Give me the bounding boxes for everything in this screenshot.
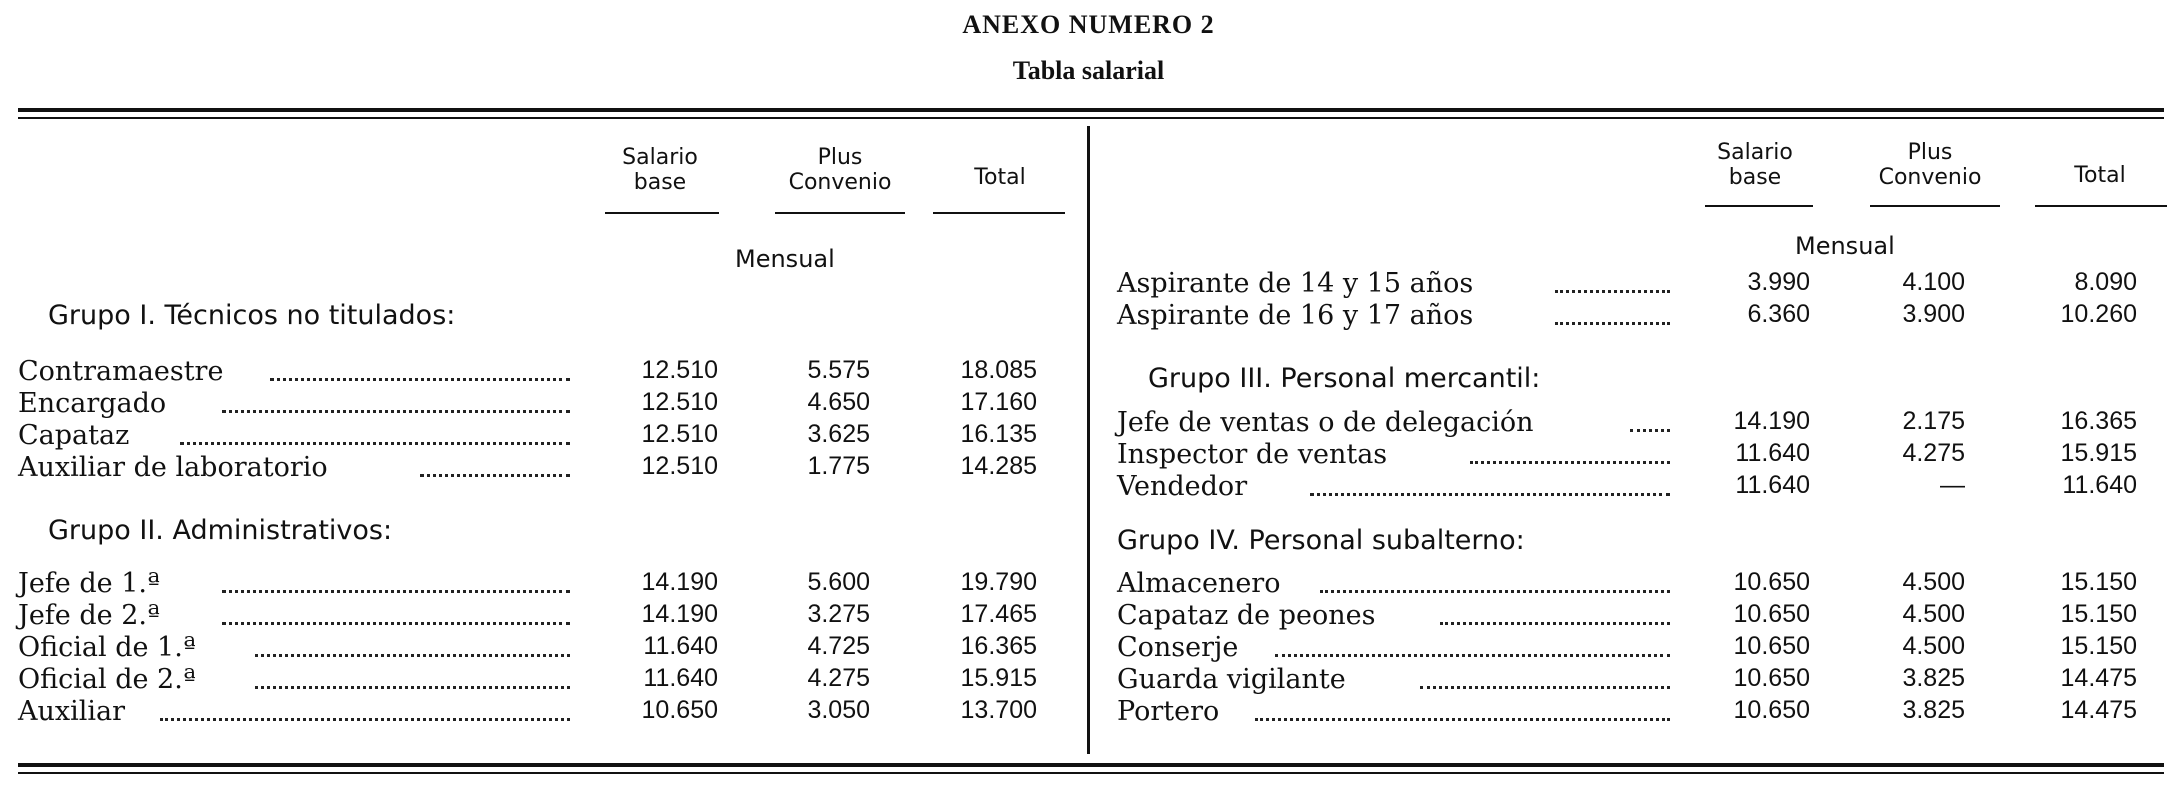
cell-plus: 4.100 [1902,268,1965,296]
left-group-1-title: Grupo I. Técnicos no titulados: [48,300,456,331]
row-label: Auxiliar [18,696,126,727]
cell-total: 15.915 [2060,439,2137,467]
header-text: Convenio [788,170,892,195]
cell-base: 12.510 [641,356,718,384]
cell-base: 10.650 [1733,568,1810,596]
cell-base: 10.650 [1733,632,1810,660]
right-header-underline-plus [1870,205,2000,207]
cell-plus: 4.500 [1902,600,1965,628]
leader-dots [1555,322,1670,325]
leader-dots [270,378,570,381]
right-header-underline-total [2035,205,2167,207]
row-label: Capataz [18,420,130,451]
row-label: Inspector de ventas [1117,439,1388,470]
cell-plus: 3.275 [807,600,870,628]
leader-dots [255,686,570,689]
cell-plus: 3.625 [807,420,870,448]
cell-plus: 4.275 [1902,439,1965,467]
cell-base: 14.190 [1733,407,1810,435]
cell-plus: — [1940,471,1965,499]
cell-total: 17.160 [960,388,1037,416]
leader-dots [1275,654,1670,657]
right-group-4-title: Grupo IV. Personal subalterno: [1117,525,1525,556]
bottom-rule-thick [18,763,2164,767]
left-group-2-title: Grupo II. Administrativos: [48,515,393,546]
cell-total: 14.285 [960,452,1037,480]
bottom-rule-thin [18,772,2164,774]
cell-base: 11.640 [1735,439,1810,467]
cell-plus: 5.600 [807,568,870,596]
row-label: Oficial de 2.ª [18,664,196,695]
row-label: Jefe de 2.ª [18,600,160,631]
right-period-label: Mensual [1795,232,1895,260]
cell-base: 11.640 [1735,471,1810,499]
top-rule-thin [18,117,2164,119]
leader-dots [255,654,570,657]
header-text: Total [2074,163,2126,188]
row-label: Encargado [18,388,167,419]
row-label: Vendedor [1117,471,1248,502]
left-header-plus-convenio [770,145,910,195]
document-subtitle: Tabla salarial [1012,56,1165,85]
cell-plus: 4.275 [807,664,870,692]
left-header-salario-base [610,145,710,195]
cell-plus: 3.900 [1902,300,1965,328]
cell-base: 10.650 [1733,664,1810,692]
cell-total: 14.475 [2060,664,2137,692]
row-label: Auxiliar de laboratorio [18,452,328,483]
cell-plus: 4.500 [1902,568,1965,596]
cell-base: 10.650 [641,696,718,724]
cell-total: 16.365 [2060,407,2137,435]
cell-base: 12.510 [641,388,718,416]
row-label: Capataz de peones [1117,600,1376,631]
leader-dots [1440,622,1670,625]
header-text: base [633,170,687,195]
cell-plus: 3.050 [807,696,870,724]
row-label: Aspirante de 16 y 17 años [1117,300,1474,331]
row-label: Jefe de ventas o de delegación [1117,407,1534,438]
leader-dots [1320,590,1670,593]
left-period-label: Mensual [735,245,835,273]
row-label: Aspirante de 14 y 15 años [1117,268,1474,299]
cell-base: 12.510 [641,420,718,448]
cell-base: 6.360 [1747,300,1810,328]
row-label: Contramaestre [18,356,224,387]
cell-base: 10.650 [1733,600,1810,628]
cell-total: 13.700 [960,696,1037,724]
row-label: Conserje [1117,632,1239,663]
leader-dots [222,410,570,413]
cell-total: 16.365 [960,632,1037,660]
cell-total: 18.085 [960,356,1037,384]
cell-total: 11.640 [2062,471,2137,499]
left-header-underline-plus [775,212,905,214]
leader-dots [420,474,570,477]
column-divider [1087,126,1090,754]
cell-base: 12.510 [641,452,718,480]
cell-total: 17.465 [960,600,1037,628]
right-header-total [2035,163,2165,188]
leader-dots [1470,461,1670,464]
cell-base: 3.990 [1747,268,1810,296]
cell-total: 10.260 [2060,300,2137,328]
header-text: Plus [1907,140,1953,165]
row-label: Oficial de 1.ª [18,632,196,663]
cell-base: 11.640 [643,664,718,692]
leader-dots [222,590,570,593]
cell-plus: 3.825 [1902,696,1965,724]
cell-plus: 5.575 [807,356,870,384]
top-rule-thick [18,108,2164,112]
header-text: Convenio [1878,165,1982,190]
cell-total: 15.150 [2060,632,2137,660]
right-header-salario-base [1705,140,1805,190]
row-label: Portero [1117,696,1220,727]
cell-total: 16.135 [960,420,1037,448]
header-text: Total [974,165,1026,190]
cell-base: 14.190 [641,568,718,596]
leader-dots [1255,718,1670,721]
leader-dots [160,718,570,721]
header-text: base [1728,165,1782,190]
cell-plus: 4.725 [807,632,870,660]
right-group-3-title: Grupo III. Personal mercantil: [1148,363,1541,394]
row-label: Almacenero [1117,568,1281,599]
cell-total: 15.150 [2060,568,2137,596]
document-title: ANEXO NUMERO 2 [962,10,1215,39]
cell-total: 8.090 [2074,268,2137,296]
cell-total: 14.475 [2060,696,2137,724]
cell-base: 14.190 [641,600,718,628]
right-header-underline-base [1705,205,1813,207]
cell-base: 11.640 [643,632,718,660]
right-header-plus-convenio [1860,140,2000,190]
row-label: Jefe de 1.ª [18,568,160,599]
cell-plus: 2.175 [1902,407,1965,435]
header-text: Plus [817,145,863,170]
cell-base: 10.650 [1733,696,1810,724]
header-text: Salario [1717,140,1793,165]
leader-dots [180,442,570,445]
left-header-underline-total [933,212,1065,214]
left-header-total [935,165,1065,190]
leader-dots [1630,429,1670,432]
leader-dots [1420,686,1670,689]
cell-plus: 4.500 [1902,632,1965,660]
left-header-underline-base [605,212,719,214]
row-label: Guarda vigilante [1117,664,1346,695]
header-text: Salario [622,145,698,170]
leader-dots [1310,493,1670,496]
cell-plus: 4.650 [807,388,870,416]
leader-dots [1555,290,1670,293]
cell-plus: 1.775 [807,452,870,480]
cell-total: 15.915 [960,664,1037,692]
cell-plus: 3.825 [1902,664,1965,692]
cell-total: 19.790 [960,568,1037,596]
cell-total: 15.150 [2060,600,2137,628]
leader-dots [222,622,570,625]
